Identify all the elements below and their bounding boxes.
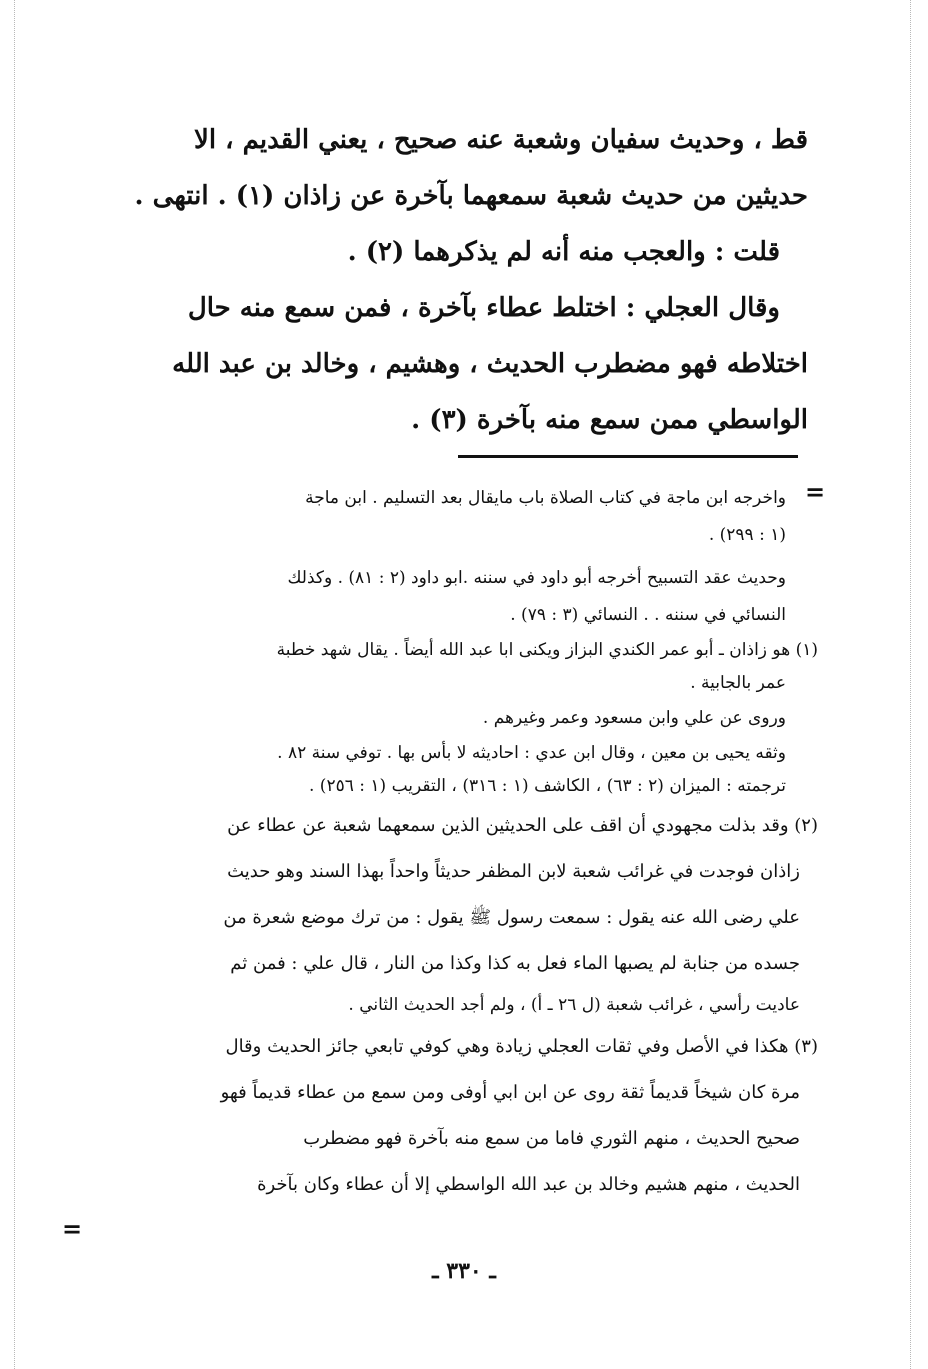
footnote-line: (١) هو زاذان ـ أبو عمر الكندي البزاز ويكنى ابا عبد الله أيضاً . يقال شهد خطبة <box>276 640 818 660</box>
main-line: حديثين من حديث شعبة سمعهما بآخرة عن زاذان (١) . انتهى . <box>134 181 808 211</box>
main-line: اختلاطه فهو مضطرب الحديث ، وهشيم ، وخالد بن عبد الله <box>172 349 808 379</box>
main-line: قط ، وحديث سفيان وشعبة عنه صحيح ، يعني القديم ، الا <box>194 125 808 155</box>
page-number: ـ ٣٣٠ ـ <box>432 1258 496 1284</box>
main-line: الواسطي ممن سمع منه بآخرة (٣) . <box>411 405 808 435</box>
footnote-line: وحديث عقد التسبيح أخرجه أبو داود في سننه .ابو داود (٢ : ٨١) . وكذلك <box>287 568 786 588</box>
main-line: قلت : والعجب منه أنه لم يذكرهما (٢) . <box>347 237 780 267</box>
footnote-line: (٣) هكذا في الأصل وفي ثقات العجلي زيادة وهي كوفي تابعي جائز الحديث وقال <box>225 1036 818 1057</box>
footnotes <box>106 480 818 1208</box>
footnote-line: علي رضى الله عنه يقول : سمعت رسول ﷺ يقول : من ترك موضع شعرة من <box>223 907 800 928</box>
footnote-line: عاديت رأسي ، غرائب شعبة (ل ٢٦ ـ أ) ، ولم أجد الحديث الثاني . <box>348 995 800 1015</box>
footnote-line: ترجمته : الميزان (٢ : ٦٣) ، الكاشف (١ : ٣١٦) ، التقريب (١ : ٢٥٦) . <box>309 776 786 796</box>
footnote-line: وروى عن علي وابن مسعود وعمر وغيرهم . <box>482 708 786 728</box>
footnote-line: الحديث ، منهم هشيم وخالد بن عبد الله الواسطي إلا أن عطاء وكان بآخرة <box>257 1174 800 1195</box>
footnote-line: عمر بالجابية . <box>690 673 786 693</box>
footnote-line: (١ : ٢٩٩) . <box>708 525 786 545</box>
footnote-line: زاذان فوجدت في غرائب شعبة لابن المظفر حديثاً واحداً بهذا السند وهو حديث <box>227 861 800 882</box>
scan-edge-left <box>14 0 16 1369</box>
main-line: وقال العجلي : اختلط عطاء بآخرة ، فمن سمع منه حال <box>187 293 780 323</box>
continuation-mark-top: = <box>805 477 826 506</box>
footnote-line: صحيح الحديث ، منهم الثوري فاما من سمع منه بآخرة فهو مضطرب <box>303 1128 800 1149</box>
footnote-line: النسائي في سننه . . النسائي (٣ : ٧٩) . <box>510 605 786 625</box>
main-body-text <box>108 112 808 448</box>
continuation-mark-bottom: = <box>62 1214 83 1243</box>
footnote-line: جسده من جنابة لم يصبها الماء فعل به كذا وكذا من النار ، قال علي : فمن ثم <box>230 953 800 974</box>
footnote-line: وثقه يحيى بن معين ، وقال ابن عدي : احاديثه لا بأس بها . توفي سنة ٨٢ . <box>277 743 786 763</box>
footnote-line: (٢) وقد بذلت مجهودي أن اقف على الحديثين الذين سمعهما شعبة عن عطاء عن <box>227 815 818 836</box>
footnote-line: مرة كان شيخاً قديماً ثقة روى عن ابن ابي أوفى ومن سمع من عطاء قديماً فهو <box>220 1082 800 1103</box>
footnote-line: واخرجه ابن ماجة في كتاب الصلاة باب مايقال بعد التسليم . ابن ماجة <box>305 488 786 508</box>
scan-edge-right <box>910 0 912 1369</box>
footnote-divider <box>458 455 798 458</box>
